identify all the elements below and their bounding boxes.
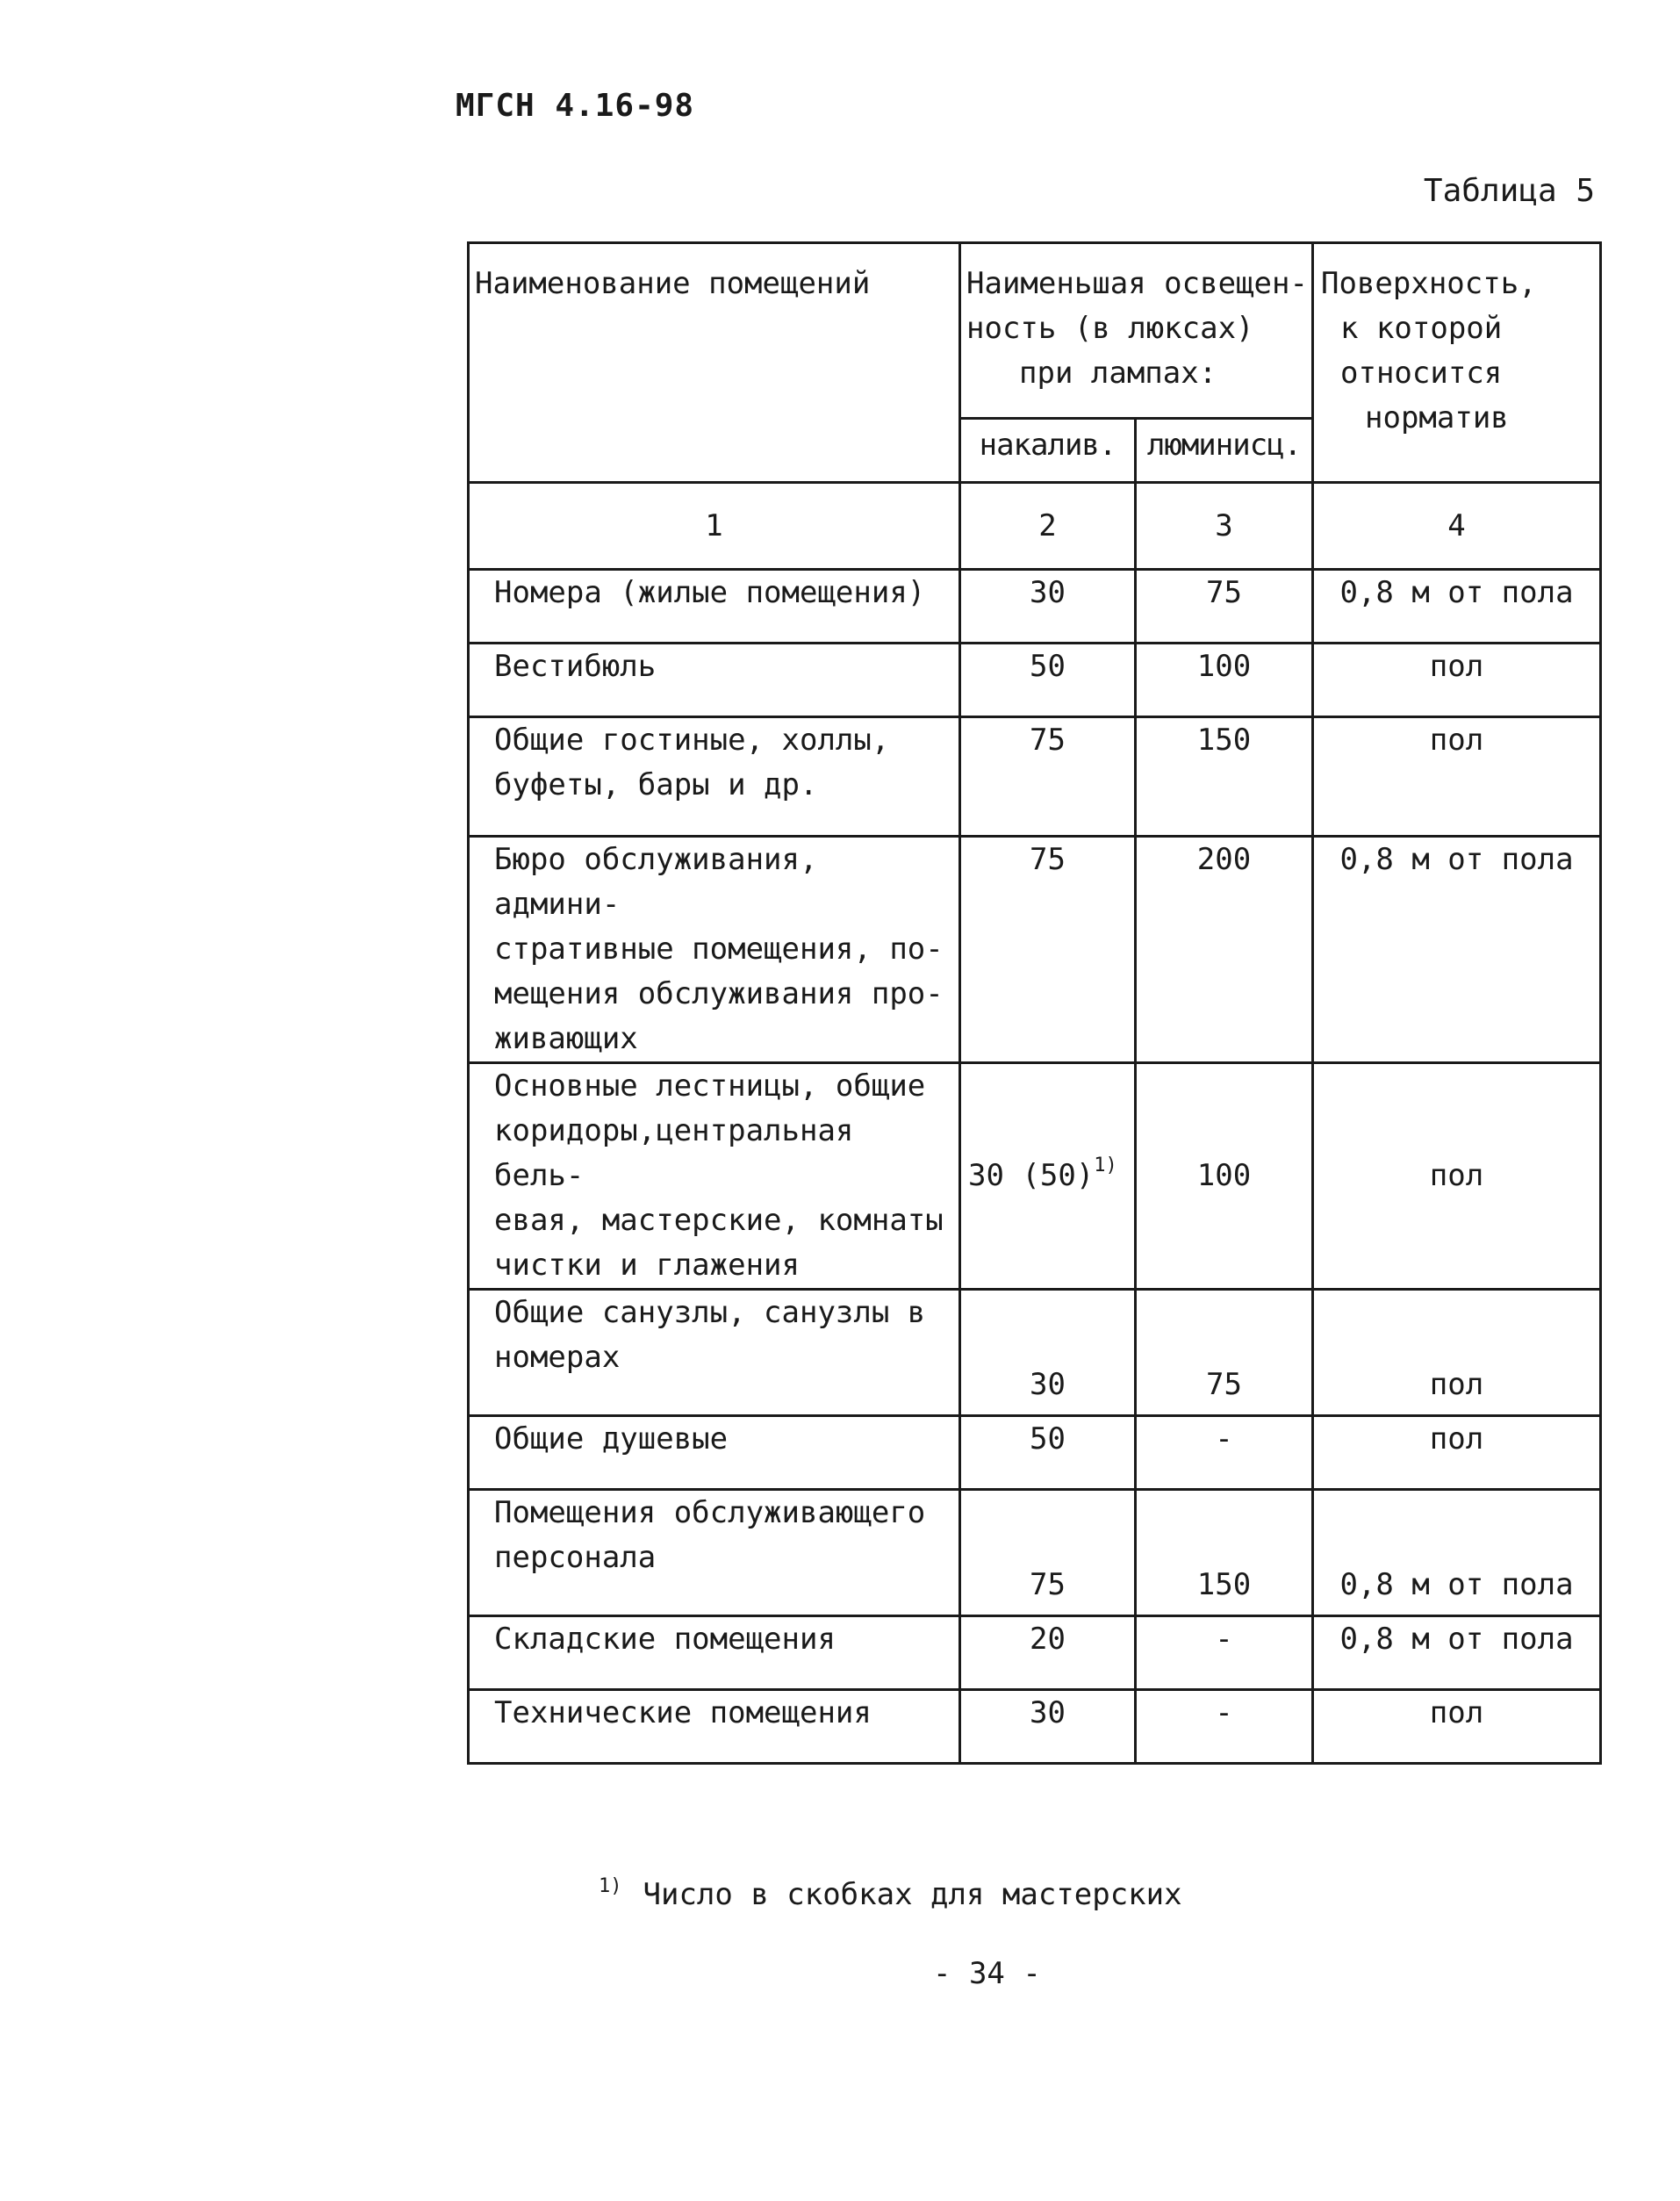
room-name-line: Вестибюль: [494, 649, 657, 684]
surface-value: пол: [1313, 1416, 1601, 1490]
column-number-row: [469, 483, 1601, 570]
room-name: [469, 1616, 960, 1690]
luminescent-value: 150: [1136, 1490, 1313, 1616]
luminescent-value: 100: [1136, 644, 1313, 717]
room-name: [469, 717, 960, 837]
table-row: [469, 837, 1601, 1063]
surface-value: пол: [1313, 1290, 1601, 1416]
table-row: [469, 1616, 1601, 1690]
column-number: 1: [469, 483, 960, 570]
luminescent-value: -: [1136, 1690, 1313, 1764]
luminescent-value: -: [1136, 1616, 1313, 1690]
luminescent-value: 200: [1136, 837, 1313, 1063]
header-illuminance-line: Наименьшая освещен-: [966, 266, 1308, 301]
room-name: [469, 570, 960, 644]
header-illuminance-line: ность (в люксах): [966, 311, 1254, 346]
room-name: [469, 1490, 960, 1616]
table-caption: Таблица 5: [1423, 173, 1595, 209]
surface-value: пол: [1313, 1690, 1601, 1764]
incandescent-value: 30: [960, 1690, 1136, 1764]
luminescent-value: 75: [1136, 570, 1313, 644]
table-row: [469, 717, 1601, 837]
column-number: 4: [1313, 483, 1601, 570]
surface-value: 0,8 м от пола: [1313, 1490, 1601, 1616]
room-name-line: Номера (жилые помещения): [494, 575, 926, 610]
incandescent-value: 30: [960, 1290, 1136, 1416]
incandescent-value: 75: [960, 837, 1136, 1063]
incandescent-value: 75: [960, 717, 1136, 837]
table-row: [469, 1490, 1601, 1616]
room-name-line: Общие гостиные, холлы,: [494, 723, 890, 758]
header-incandescent: накалив.: [960, 418, 1136, 482]
luminescent-value: -: [1136, 1416, 1313, 1490]
room-name-line: Технические помещения: [494, 1695, 872, 1730]
room-name: [469, 1063, 960, 1290]
surface-value: 0,8 м от пола: [1313, 837, 1601, 1063]
document-code: МГСН 4.16-98: [456, 88, 695, 124]
header-luminescent: люминисц.: [1136, 418, 1313, 482]
incandescent-value: 50: [960, 1416, 1136, 1490]
table-row: [469, 644, 1601, 717]
column-number: 2: [960, 483, 1136, 570]
header-surface-line: к которой: [1340, 311, 1503, 346]
room-name-line: Общие душевые: [494, 1421, 729, 1457]
luminescent-value: 150: [1136, 717, 1313, 837]
table-header-row: [469, 243, 1601, 419]
room-name: [469, 1690, 960, 1764]
room-name-line: Складские помещения: [494, 1622, 836, 1657]
table-row: [469, 1290, 1601, 1416]
illuminance-norms-table: [467, 241, 1602, 1765]
header-min-illuminance: [960, 243, 1313, 419]
incandescent-value: 75: [960, 1490, 1136, 1616]
room-name-line: чистки и глажения: [494, 1248, 800, 1283]
room-name: [469, 1416, 960, 1490]
header-surface: [1313, 243, 1601, 483]
incandescent-value: [960, 1063, 1136, 1290]
room-name-line: живающих: [494, 1021, 638, 1056]
table-row: [469, 1690, 1601, 1764]
room-name-line: мещения обслуживания про-: [494, 976, 944, 1011]
surface-value: 0,8 м от пола: [1313, 570, 1601, 644]
room-name: [469, 837, 960, 1063]
room-name-line: Бюро обслуживания, админи-: [494, 842, 818, 922]
room-name-line: номерах: [494, 1340, 621, 1375]
room-name-line: буфеты, бары и др.: [494, 767, 818, 802]
surface-value: 0,8 м от пола: [1313, 1616, 1601, 1690]
table-row: [469, 1063, 1601, 1290]
header-room-name: Наименование помещений: [469, 243, 960, 483]
header-surface-line: Поверхность,: [1321, 266, 1537, 301]
page-number: - 34 -: [933, 1956, 1041, 1991]
column-number: 3: [1136, 483, 1313, 570]
footnote-reference: 1): [1094, 1154, 1117, 1176]
room-name: [469, 644, 960, 717]
table-row: [469, 570, 1601, 644]
room-name-line: Общие санузлы, санузлы в: [494, 1295, 926, 1330]
incandescent-value-text: 30 (50): [968, 1158, 1095, 1193]
room-name-line: коридоры,центральная бель-: [494, 1113, 854, 1193]
header-illuminance-line: при лампах:: [1019, 356, 1217, 391]
footnote-mark: 1): [599, 1875, 622, 1897]
room-name-line: евая, мастерские, комнаты: [494, 1203, 944, 1238]
incandescent-value: 50: [960, 644, 1136, 717]
room-name-line: стративные помещения, по-: [494, 931, 944, 967]
footnote: [599, 1877, 1182, 1912]
header-surface-line: норматив: [1365, 400, 1509, 435]
room-name-line: Основные лестницы, общие: [494, 1068, 926, 1104]
room-name-line: персонала: [494, 1540, 657, 1575]
footnote-text: Число в скобках для мастерских: [643, 1877, 1182, 1912]
room-name: [469, 1290, 960, 1416]
header-surface-line: относится: [1340, 356, 1503, 391]
incandescent-value: 30: [960, 570, 1136, 644]
surface-value: пол: [1313, 717, 1601, 837]
surface-value: пол: [1313, 644, 1601, 717]
surface-value: пол: [1313, 1063, 1601, 1290]
table-row: [469, 1416, 1601, 1490]
incandescent-value: 20: [960, 1616, 1136, 1690]
luminescent-value: 100: [1136, 1063, 1313, 1290]
luminescent-value: 75: [1136, 1290, 1313, 1416]
room-name-line: Помещения обслуживающего: [494, 1495, 926, 1530]
